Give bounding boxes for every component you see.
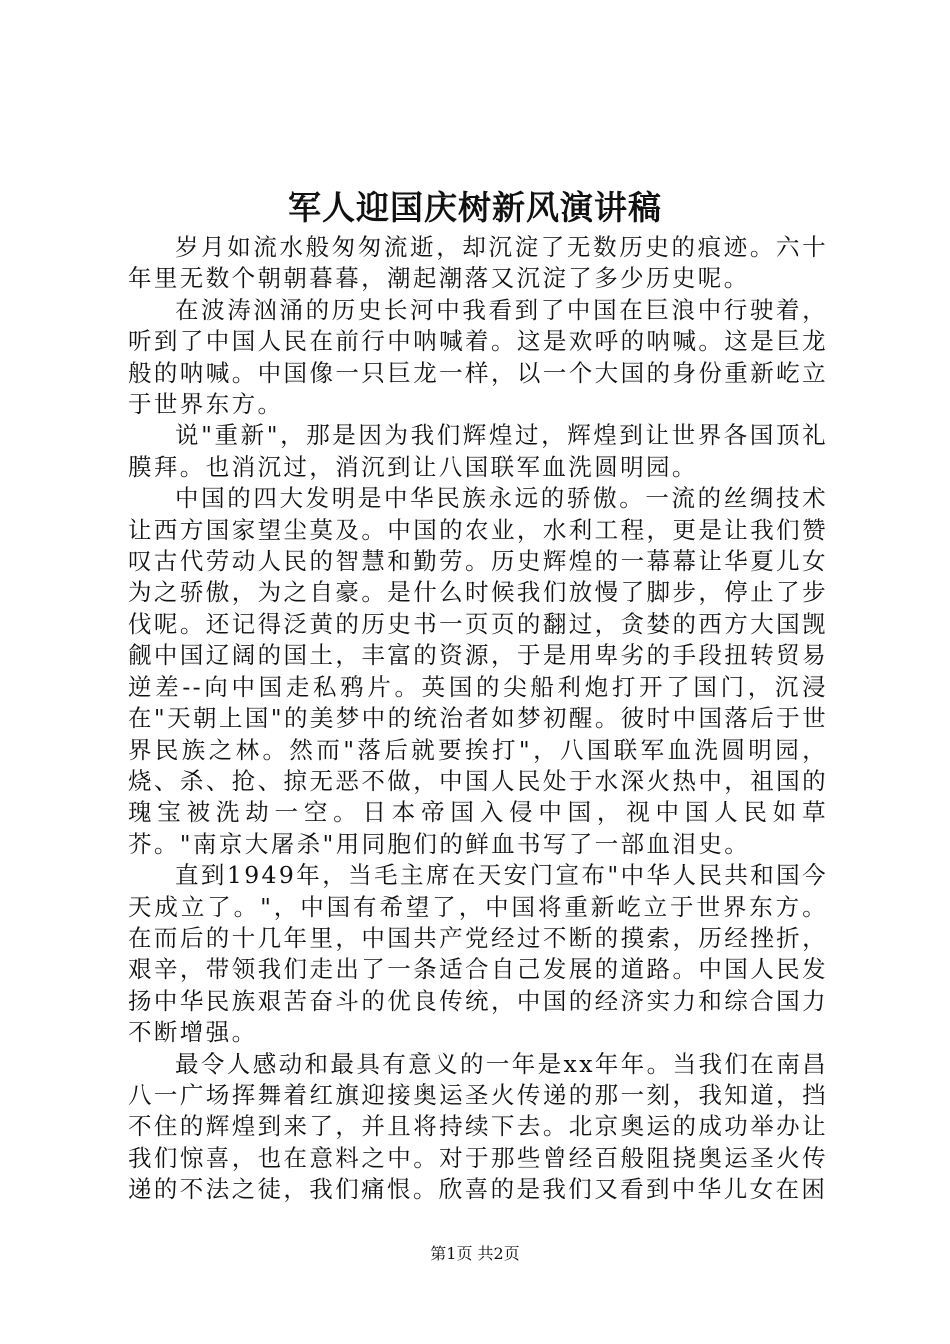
paragraph-5: 直到1949年，当毛主席在天安门宣布"中华人民共和国今天成立了。"，中国有希望了，中国将重新屹立于世界东方。在而后的十几年里，中国共产党经过不断的摸索，历经挫折，艰辛，带领我们走出了一条适合自己发展的道路。中国人民发扬中华民族艰苦奋斗的优良传统，中国的经济实力和综合国力不断增强。 bbox=[128, 861, 828, 1047]
paragraph-4: 中国的四大发明是中华民族永远的骄傲。一流的丝绸技术让西方国家望尘莫及。中国的农业，水利工程，更是让我们赞叹古代劳动人民的智慧和勤劳。历史辉煌的一幕幕让华夏儿女为之骄傲，为之自豪。是什么时候我们放慢了脚步，停止了步伐呢。还记得泛黄的历史书一页页的翻过，贪婪的西方大国觊觎中国辽阔的国土，丰富的资源，于是用卑劣的手段扭转贸易逆差--向中国走私鸦片。英国的尖船利炮打开了国门，沉浸在"天朝上国"的美梦中的统治者如梦初醒。彼时中国落后于世界民族之林。然而"落后就要挨打"，八国联军血洗圆明园，烧、杀、抢、掠无恶不做，中国人民处于水深火热中，祖国的瑰宝被洗劫一空。日本帝国入侵中国，视中国人民如草芥。"南京大屠杀"用同胞们的鲜血书写了一部血泪史。 bbox=[128, 484, 828, 858]
document-title: 军人迎国庆树新风演讲稿 bbox=[288, 188, 662, 227]
paragraph-6: 最令人感动和最具有意义的一年是xx年年。当我们在南昌八一广场挥舞着红旗迎接奥运圣火传递的那一刻，我知道，挡不住的辉煌到来了，并且将持续下去。北京奥运的成功举办让我们惊喜，也在意料之中。对于那些曾经百般阻挠奥运圣火传递的不法之徒，我们痛恨。欣喜的是我们又看到中华儿女在困 bbox=[128, 1049, 828, 1204]
paragraph-2: 在波涛汹涌的历史长河中我看到了中国在巨浪中行驶着，听到了中国人民在前行中呐喊着。这是欢呼的呐喊。这是巨龙般的呐喊。中国像一只巨龙一样，以一个大国的身份重新屹立于世界东方。 bbox=[128, 295, 828, 419]
paragraph-1: 岁月如流水般匆匆流逝，却沉淀了无数历史的痕迹。六十年里无数个朝朝暮暮，潮起潮落又沉淀了多少历史呢。 bbox=[128, 233, 828, 293]
paragraph-3: 说"重新"，那是因为我们辉煌过，辉煌到让世界各国顶礼膜拜。也消沉过，消沉到让八国联军血洗圆明园。 bbox=[128, 421, 828, 481]
page-footer: 第1页 共2页 bbox=[430, 1244, 520, 1263]
document-body bbox=[128, 232, 828, 1206]
